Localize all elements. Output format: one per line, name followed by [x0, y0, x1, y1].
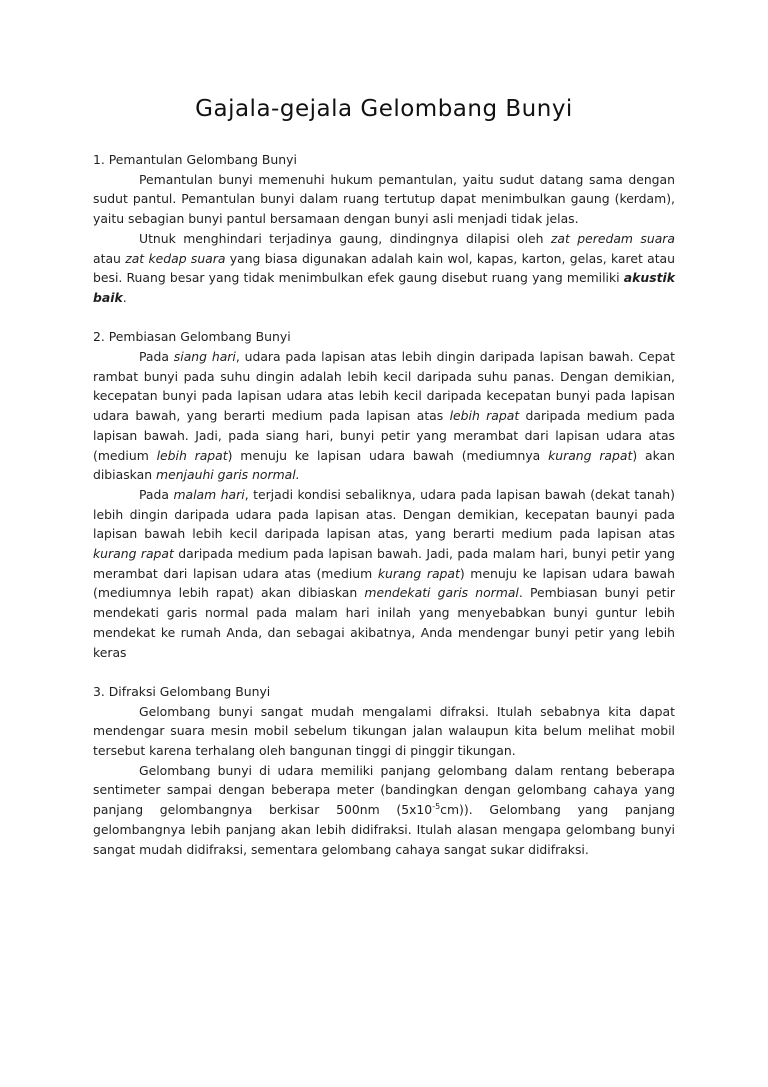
document-body	[93, 150, 675, 859]
text-run: Pada	[139, 349, 174, 365]
italic-term: siang hari	[173, 349, 236, 365]
paragraph	[93, 761, 675, 860]
text-run: . Pembiasan bunyi petir mendekati garis normal pada malam hari inilah yang menyebabkan bunyi guntur lebih mendekat ke rumah Anda, dan sebagai akibatnya, Anda mendengar bunyi petir yang lebih keras	[93, 585, 675, 660]
section-heading: 3. Difraksi Gelombang Bunyi	[93, 683, 271, 699]
text-run: , terjadi kondisi sebaliknya, udara pada lapisan bawah (dekat tanah) lebih dingin daripada udara pada lapisan atas. Dengan demikian, kecepatan baunyi pada lapisan bawah lebih kecil daripada lapisan atas, yang berarti medium pada lapisan atas	[93, 486, 675, 542]
paragraph	[93, 347, 675, 485]
italic-term: lebih rapat	[449, 408, 520, 424]
italic-term: mendekati garis normal	[364, 585, 519, 601]
text-run: ) akan dibiaskan	[93, 447, 675, 483]
italic-term: menjauhi garis normal.	[156, 467, 300, 483]
superscript: -5	[432, 802, 441, 812]
text-run: atau	[93, 250, 126, 266]
text-run: ) menuju ke lapisan udara bawah (mediumnya	[227, 447, 549, 463]
text-run: yang biasa digunakan adalah kain wol, kapas, karton, gelas, karet atau besi. Ruang besar yang tidak menimbulkan efek gaung disebut ruang yang memiliki	[93, 250, 676, 286]
section	[93, 327, 675, 662]
text-run: Gelombang bunyi di udara memiliki panjang gelombang dalam rentang beberapa sentimeter sampai dengan beberapa meter (bandingkan dengan gelombang cahaya yang panjang gelombangnya berkisar 500nm (5x10	[93, 762, 675, 818]
section	[93, 150, 675, 308]
paragraph	[93, 229, 675, 308]
page-title: Gajala-gejala Gelombang Bunyi	[195, 96, 573, 122]
section-heading: 2. Pembiasan Gelombang Bunyi	[93, 329, 291, 345]
italic-term: lebih rapat	[156, 447, 228, 463]
paragraph	[93, 170, 675, 229]
section-spacer	[93, 308, 675, 328]
section-spacer	[93, 662, 675, 682]
italic-term: zat kedap suara	[125, 250, 226, 266]
section	[93, 682, 675, 859]
text-run: cm)). Gelombang yang panjang gelombangnya lebih panjang akan lebih didifraksi. Itulah alasan mengapa gelombang bunyi sangat mudah didifraksi, sementara gelombang cahaya sangat sukar didifraksi.	[93, 802, 675, 857]
italic-term: kurang rapat	[93, 546, 174, 562]
italic-term: zat peredam suara	[550, 230, 675, 246]
text-run: daripada medium pada lapisan bawah. Jadi, pada malam hari, bunyi petir yang merambat dari lapisan udara atas (medium	[93, 546, 675, 581]
section-heading: 1. Pemantulan Gelombang Bunyi	[93, 152, 297, 167]
text-run: ) menuju ke lapisan udara bawah (mediumnya lebih rapat) akan dibiaskan	[93, 565, 675, 601]
text-run: .	[122, 289, 127, 305]
text-run: Gelombang bunyi sangat mudah mengalami difraksi. Itulah sebabnya kita dapat mendengar suara mesin mobil sebelum tikungan jalan walaupun kita belum melihat mobil tersebut karena terhalang oleh bangunan tinggi di pinggir tikungan.	[93, 703, 675, 759]
text-run: , udara pada lapisan atas lebih dingin daripada lapisan bawah. Cepat rambat bunyi pada suhu dingin adalah lebih kecil daripada suhu panas. Dengan demikian, kecepatan bunyi pada lapisan udara atas lebih kecil daripada kecepatan bunyi pada lapisan udara bawah, yang berarti medium pada lapisan atas	[93, 349, 675, 424]
bold-italic-term: akustik baik	[93, 270, 675, 305]
text-run: Pemantulan bunyi memenuhi hukum pemantulan, yaitu sudut datang sama dengan sudut pantul. Pemantulan bunyi dalam ruang tertutup dapat menimbulkan gaung (kerdam), yaitu sebagian bunyi pantul bersamaan dengan bunyi asli menjadi tidak jelas.	[93, 171, 675, 227]
paragraph	[93, 702, 675, 761]
italic-term: kurang rapat	[377, 565, 460, 581]
italic-term: kurang rapat	[548, 447, 633, 463]
text-run: Pada	[139, 486, 174, 502]
text-run: daripada medium pada lapisan bawah. Jadi, pada siang hari, bunyi petir yang merambat dari lapisan udara atas (medium	[93, 408, 675, 463]
paragraph	[93, 485, 675, 662]
italic-term: malam hari	[173, 486, 245, 502]
text-run: Utnuk menghindari terjadinya gaung, dindingnya dilapisi oleh	[139, 230, 551, 246]
